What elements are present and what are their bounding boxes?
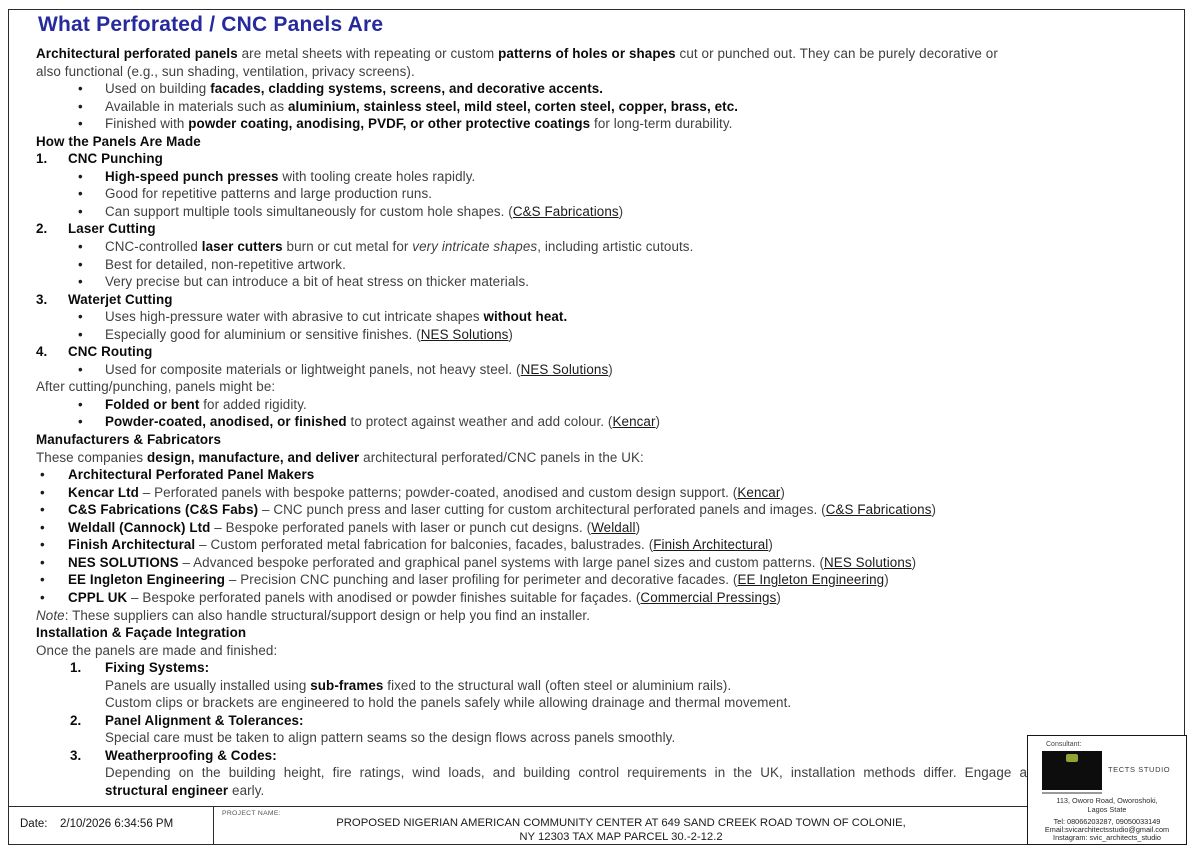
text-segment: C&S Fabrications (C&S Fabs) [68, 502, 259, 518]
list-number: 4. [36, 344, 48, 360]
reference-link[interactable]: Finish Architectural [653, 537, 769, 553]
text-segment: Fixing Systems: [105, 660, 210, 676]
reference-link[interactable]: C&S Fabrications [825, 502, 932, 518]
consultant-email: Email:svicarchitectsstudio@gmail.com [1044, 825, 1170, 834]
date-label: Date: [20, 818, 48, 830]
text-segment: also functional (e.g., sun shading, ventilation, privacy screens). [36, 63, 415, 79]
text-segment: ) [508, 326, 513, 342]
text-line [36, 98, 1186, 116]
text-line [36, 782, 1186, 800]
text-segment: for added rigidity. [199, 396, 307, 412]
text-segment: High-speed punch presses [105, 168, 279, 184]
title-block-top-rule [8, 806, 1185, 807]
text-segment: Available in materials such as [105, 98, 288, 114]
text-segment: Especially good for aluminium or sensitive finishes. ( [105, 326, 421, 342]
text-segment: early. [228, 782, 265, 798]
text-segment: – Custom perforated metal fabrication for balconies, facades, balustrades. ( [195, 537, 654, 553]
text-segment: Panels are usually installed using [105, 677, 311, 693]
consultant-address-line1: 113, Oworo Road, Oworoshoki, [1056, 796, 1158, 805]
text-line [36, 712, 1186, 730]
text-segment: : These suppliers can also handle structural/support design or help you find an installer. [64, 607, 591, 623]
text-segment: CPPL UK [68, 589, 128, 605]
date-value: 2/10/2026 6:34:56 PM [60, 818, 174, 830]
text-line [36, 694, 1186, 712]
text-segment: patterns of holes or shapes [498, 46, 676, 61]
text-segment: ) [931, 502, 937, 518]
text-segment: Finish Architectural [68, 537, 196, 553]
reference-link[interactable]: C&S Fabrications [512, 203, 619, 219]
text-line [36, 484, 1186, 502]
text-segment: , including artistic cutouts. [537, 239, 694, 255]
text-segment: fixed to the structural wall (often steel or aluminium rails). [383, 677, 732, 693]
text-line [36, 589, 1186, 607]
text-segment: – Bespoke perforated panels with laser or punch cut designs. ( [210, 519, 592, 535]
bullet-icon: • [78, 168, 83, 184]
text-line [36, 378, 1186, 396]
text-line [36, 396, 1186, 414]
text-line [36, 449, 1186, 467]
text-line [36, 133, 1186, 151]
reference-link[interactable]: Kencar [612, 414, 656, 430]
project-name-line1: PROPOSED NIGERIAN AMERICAN COMMUNITY CENTER AT 649 SAND CREEK ROAD TOWN OF COLONIE, [336, 817, 906, 829]
text-segment: After cutting/punching, panels might be: [36, 379, 276, 395]
reference-link[interactable]: EE Ingleton Engineering [737, 572, 885, 588]
text-segment: Waterjet Cutting [68, 291, 173, 307]
text-line [36, 291, 1186, 309]
text-line [36, 501, 1186, 519]
bullet-icon: • [40, 467, 45, 483]
text-segment: Kencar Ltd [68, 484, 139, 500]
text-segment: Folded or bent [105, 396, 200, 412]
text-segment: ) [776, 589, 781, 605]
reference-link[interactable]: Commercial Pressings [640, 589, 777, 605]
text-segment: structural engineer [105, 782, 229, 798]
text-line [36, 273, 1186, 291]
bullet-icon: • [40, 537, 45, 553]
text-line [36, 571, 1186, 589]
text-line [36, 80, 1186, 98]
text-segment: Depending on the building height, fire ratings, wind loads, and building control requirements in the UK, installation methods differ. Engage a [105, 765, 1027, 781]
text-segment: Best for detailed, non-repetitive artwork. [105, 256, 346, 272]
reference-link[interactable]: NES Solutions [824, 554, 912, 570]
bullet-icon: • [78, 98, 83, 114]
consultant-address-line2: Lagos State [1087, 805, 1127, 814]
reference-link[interactable]: NES Solutions [420, 326, 509, 342]
text-segment: ) [780, 484, 785, 500]
bullet-icon: • [78, 81, 83, 97]
bullet-icon: • [78, 239, 83, 255]
bullet-icon: • [78, 326, 83, 342]
text-segment: Used on building [105, 81, 211, 97]
bullet-icon: • [78, 274, 83, 290]
text-segment: without heat. [483, 309, 568, 325]
text-segment: ) [884, 572, 889, 588]
text-line [36, 431, 1186, 449]
text-line [36, 168, 1186, 186]
text-line [36, 63, 1186, 81]
bullet-icon: • [78, 361, 83, 377]
text-segment: burn or cut metal for [282, 239, 413, 255]
text-line [36, 624, 1186, 642]
text-segment: sub-frames [310, 677, 384, 693]
text-segment: – Precision CNC punching and laser profiling for perimeter and decorative facades. ( [225, 572, 738, 588]
list-number: 1. [70, 660, 82, 676]
text-segment: Architectural Perforated Panel Makers [68, 467, 315, 483]
text-segment: Manufacturers & Fabricators [36, 432, 222, 448]
text-line [36, 343, 1186, 361]
bullet-icon: • [40, 554, 45, 570]
text-segment: – Advanced bespoke perforated and graphical panel systems with large panel sizes and custom patterns. ( [178, 554, 825, 570]
bullet-icon: • [40, 589, 45, 605]
text-segment: Architectural perforated panels [36, 46, 238, 61]
text-segment: with tooling create holes rapidly. [278, 168, 476, 184]
project-name [215, 817, 1027, 844]
project-name-label: PROJECT NAME: [222, 810, 281, 817]
text-line [36, 185, 1186, 203]
text-line [36, 220, 1186, 238]
text-segment: Once the panels are made and finished: [36, 642, 278, 658]
text-line [36, 764, 1027, 782]
text-segment: laser cutters [201, 239, 283, 255]
text-line [36, 45, 1186, 63]
text-segment: Installation & Façade Integration [36, 625, 247, 641]
text-segment: cut or punched out. They can be purely decorative or [675, 46, 998, 61]
list-number: 3. [70, 747, 82, 763]
text-segment: How the Panels Are Made [36, 133, 201, 149]
bullet-icon: • [40, 519, 45, 535]
text-line [36, 413, 1186, 431]
text-segment: CNC-controlled [105, 239, 202, 255]
document-body [36, 45, 1186, 800]
consultant-label: Consultant: [1046, 741, 1082, 748]
consultant-instagram: Instagram: svic_architects_studio [1053, 833, 1161, 842]
text-segment: Can support multiple tools simultaneously for custom hole shapes. ( [105, 203, 513, 219]
text-line [36, 554, 1186, 572]
text-line [36, 729, 1186, 747]
text-segment: Note [36, 607, 65, 623]
text-segment: to protect against weather and add colour. ( [346, 414, 613, 430]
text-segment: Laser Cutting [68, 221, 156, 237]
list-number: 2. [70, 712, 82, 728]
text-segment: EE Ingleton Engineering [68, 572, 226, 588]
text-line [36, 115, 1186, 133]
text-segment: very intricate shapes [412, 239, 538, 255]
text-segment: are metal sheets with repeating or custom [237, 46, 499, 61]
bullet-icon: • [78, 186, 83, 202]
text-segment: ) [768, 537, 773, 553]
bullet-icon: • [40, 502, 45, 518]
text-segment: Uses high-pressure water with abrasive to cut intricate shapes [105, 309, 484, 325]
text-segment: design, manufacture, and deliver [147, 449, 360, 465]
project-name-line2: NY 12303 TAX MAP PARCEL 30.-2-12.2 [519, 830, 723, 843]
bullet-icon: • [40, 484, 45, 500]
text-segment: These companies [36, 449, 148, 465]
text-line [36, 326, 1186, 344]
bullet-icon: • [78, 396, 83, 412]
studio-name-text: TECTS STUDIO [1108, 765, 1171, 774]
text-line [36, 677, 1186, 695]
text-segment: Special care must be taken to align pattern seams so the design flows across panels smoothly. [105, 730, 676, 746]
reference-link[interactable]: Kencar [737, 484, 781, 500]
text-segment: architectural perforated/CNC panels in the UK: [359, 449, 644, 465]
text-segment: CNC Punching [68, 151, 163, 167]
text-line [36, 203, 1186, 221]
page-title: What Perforated / CNC Panels Are [38, 13, 384, 36]
text-line [36, 256, 1186, 274]
text-segment: Used for composite materials or lightweight panels, not heavy steel. ( [105, 361, 521, 377]
text-segment: ) [608, 361, 613, 377]
text-segment: for long-term durability. [590, 116, 733, 132]
bullet-icon: • [78, 116, 83, 132]
bullet-icon: • [40, 572, 45, 588]
bullet-icon: • [78, 256, 83, 272]
title-block-divider [213, 806, 214, 845]
text-segment: Weldall (Cannock) Ltd [68, 519, 211, 535]
text-line [36, 607, 1186, 625]
text-line [36, 238, 1186, 256]
text-segment: ) [911, 554, 917, 570]
text-segment: – CNC punch press and laser cutting for custom architectural perforated panels and images. ( [258, 502, 826, 518]
text-segment: – Perforated panels with bespoke patterns; powder-coated, anodised and custom design support. ( [138, 484, 738, 500]
text-segment: – Bespoke perforated panels with anodised or powder finishes suitable for façades. ( [127, 589, 641, 605]
text-segment: ) [618, 203, 624, 219]
text-segment: ) [635, 519, 641, 535]
text-line [36, 536, 1186, 554]
text-line [36, 747, 1186, 765]
text-segment: Panel Alignment & Tolerances: [105, 712, 304, 728]
text-segment: Finished with [105, 116, 189, 132]
list-number: 1. [36, 151, 48, 167]
list-number: 2. [36, 221, 48, 237]
text-segment: Good for repetitive patterns and large production runs. [105, 186, 433, 202]
text-line [36, 361, 1186, 379]
text-segment: Very precise but can introduce a bit of heat stress on thicker materials. [105, 274, 530, 290]
text-line [36, 519, 1186, 537]
text-segment: Weatherproofing & Codes: [105, 747, 277, 763]
bullet-icon: • [78, 203, 83, 219]
list-number: 3. [36, 291, 48, 307]
text-line [36, 466, 1186, 484]
bullet-icon: • [78, 309, 83, 325]
text-segment: Powder-coated, anodised, or finished [105, 414, 347, 430]
text-line [36, 308, 1186, 326]
reference-link[interactable]: Weldall [591, 519, 636, 535]
text-segment: aluminium, stainless steel, mild steel, corten steel, copper, brass, etc. [287, 98, 739, 114]
text-segment: powder coating, anodising, PVDF, or other protective coatings [188, 116, 591, 132]
text-segment: facades, cladding systems, screens, and decorative accents. [210, 81, 604, 97]
consultant-phone: Tel: 08066203287, 09050033149 [1053, 817, 1161, 826]
text-line [36, 659, 1186, 677]
bullet-icon: • [78, 414, 83, 430]
text-line [36, 642, 1186, 660]
text-segment: Custom clips or brackets are engineered to hold the panels safely while allowing drainage and thermal movement. [105, 695, 792, 711]
text-segment: NES SOLUTIONS [68, 554, 179, 570]
text-segment: ) [655, 414, 661, 430]
reference-link[interactable]: NES Solutions [520, 361, 609, 377]
text-segment: CNC Routing [68, 344, 153, 360]
text-line [36, 150, 1186, 168]
